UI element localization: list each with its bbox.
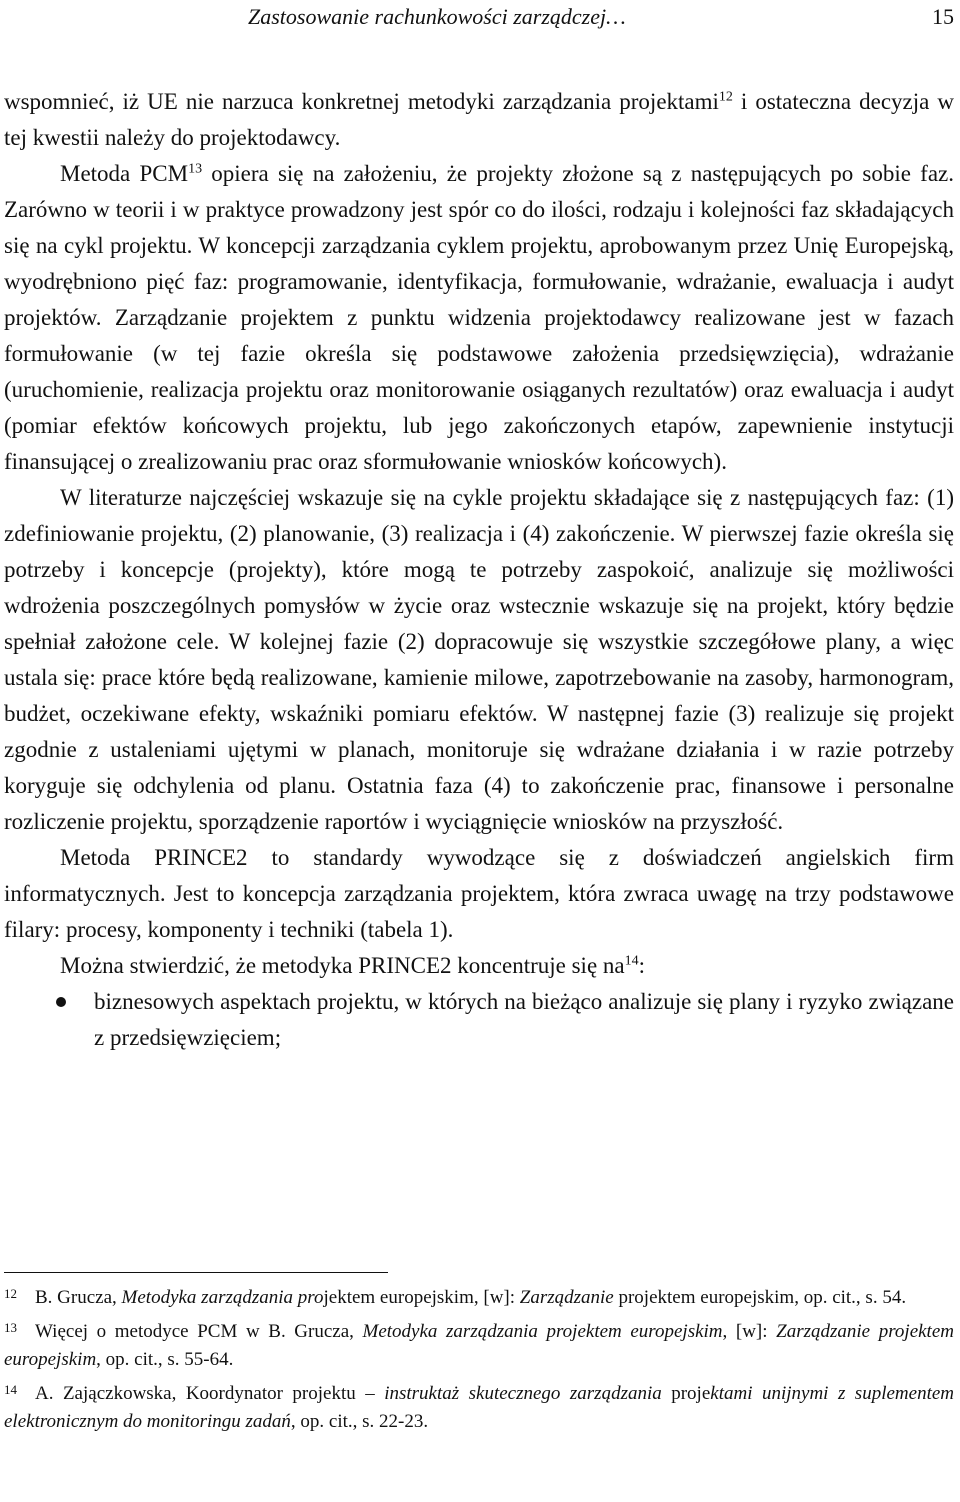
- bullet-list: [4, 984, 954, 1056]
- page-number: 15: [932, 4, 954, 29]
- running-title: Zastosowanie rachunkowości zarządczej…: [248, 4, 626, 29]
- footnote-ref-14: 14: [624, 953, 639, 969]
- footnote-text: , op. cit., s. 55-64.: [96, 1349, 234, 1370]
- footnote-title: Metodyka zarządzania projektem europejskim: [362, 1321, 723, 1342]
- footnote-divider: [4, 1272, 388, 1273]
- footnote-title: Zarządzanie projektem europejskim: [4, 1321, 954, 1370]
- paragraph-5: [4, 948, 954, 984]
- footnote-text: Więcej o metodyce PCM w B. Grucza,: [35, 1321, 363, 1342]
- paragraph-5-text-cont: :: [638, 953, 646, 978]
- paragraph-1-text: wspomnieć, iż UE nie narzuca konkretnej metodyki zarządzania projektami: [4, 89, 719, 114]
- list-item: [4, 984, 954, 1056]
- footnote-title: Metodyka zarządzania pro: [121, 1287, 324, 1308]
- footnote-title: ktami unijnymi z suplementem elektronicznym do monitoringu zadań: [4, 1383, 955, 1432]
- body-text: [4, 84, 954, 1056]
- paragraph-1: [4, 84, 954, 156]
- footnote-text: B. Grucza,: [35, 1287, 122, 1308]
- footnote-text: , [w]:: [722, 1321, 777, 1342]
- paragraph-1-text-cont: i ostateczna decyzja w tej kwestii należy do projektodawcy.: [4, 89, 954, 150]
- footnote-title: instruktaż skutecznego zarządzania: [384, 1383, 662, 1404]
- footnote-13: [4, 1318, 954, 1374]
- paragraph-4: Metoda PRINCE2 to standardy wywodzące się z doświadczeń angielskich firm informatycznych. Jest to koncepcja zarządzania projektem, która zwraca uwagę na trzy podstawowe filary: procesy, komponenty i techniki (tabela 1).: [4, 845, 954, 942]
- footnote-text: jektem europejskim, [w]:: [323, 1287, 520, 1308]
- paragraph-2: [4, 156, 954, 480]
- paragraph-2-text: Metoda PCM: [60, 161, 189, 186]
- footnotes: [4, 1284, 954, 1442]
- paragraph-3: W literaturze najczęściej wskazuje się na cykle projektu składające się z następujących faz: (1) zdefiniowanie projektu, (2) planowanie, (3) realizacja i (4) zakończenie. W pierwszej fazie określa się potrzeby i koncepcje (projekty), które mogą te potrzeby zaspokoić, analizuje się możliwości wdrożenia poszczególnych pomysłów w życie oraz wstecznie wskazuje się na projekt, który będzie spełniał założone cele. W kolejnej fazie (2) dopracowuje się wszystkie szczegółowe plany, a więc ustala się: prace które będą realizowane, kamienie milowe, zapotrzebowanie na zasoby, harmonogram, budżet, oczekiwane efekty, wskaźniki pomiaru efektów. W następnej fazie (3) realizuje się projekt zgodnie z ustaleniami ujętymi w planach, monitoruje się wdrażane działania i w razie potrzeby koryguje się odchylenia od planu. Ostatnia faza (4) to zakończenie prac, finansowe i personalne rozliczenie projektu, sporządzenie raportów i wyciągnięcie wniosków na przyszłość.: [4, 485, 954, 834]
- footnote-ref-13: 13: [188, 161, 203, 177]
- footnote-text: A. Zajączkowska, Koordynator projektu –: [35, 1383, 385, 1404]
- footnote-text: projektem europejskim, op. cit., s. 54.: [613, 1287, 907, 1308]
- footnote-12: [4, 1284, 954, 1312]
- footnote-number: 13: [4, 1320, 17, 1335]
- footnote-number: 12: [4, 1286, 17, 1301]
- footnote-ref-12: 12: [718, 89, 733, 105]
- footnote-number: 14: [4, 1382, 17, 1397]
- bullet-icon: [56, 997, 66, 1007]
- footnote-title: Zarządzanie: [519, 1287, 614, 1308]
- paragraph-2-text-cont: opiera się na założeniu, że projekty złożone są z następujących po sobie faz. Zarówno w teorii i w praktyce prowadzony jest spór co do ilości, rodzaju i kolejności faz składających się na cykl projektu. W koncepcji zarządzania cyklem projektu, aprobowanym przez Unię Europejską, wyodrębniono pięć faz: programowanie, identyfikacja, formułowanie, wdrażanie, ewaluacja i audyt projektów. Zarządzanie projektem z punktu widzenia projektodawcy realizowane jest w fazach formułowanie (w tej fazie określa się podstawowe założenia przedsięwzięcia), wdrażanie (uruchomienie, realizacja projektu oraz monitorowanie osiąganych rezultatów) oraz ewaluacja i audyt (pomiar efektów końcowych projektu, lub jego zakończonych etapów, zapewnienie instytucji finansującej o zrealizowaniu prac oraz sformułowanie wniosków końcowych).: [4, 161, 955, 474]
- list-item-text: biznesowych aspektach projektu, w których na bieżąco analizuje się plany i ryzyko związane z przedsięwzięciem;: [94, 989, 954, 1050]
- footnote-14: [4, 1380, 954, 1436]
- footnote-text: , op. cit., s. 22-23.: [290, 1411, 429, 1432]
- footnote-text: proje: [661, 1383, 711, 1404]
- page-header: [0, 2, 960, 42]
- paragraph-5-text: Można stwierdzić, że metodyka PRINCE2 koncentruje się na: [60, 953, 625, 978]
